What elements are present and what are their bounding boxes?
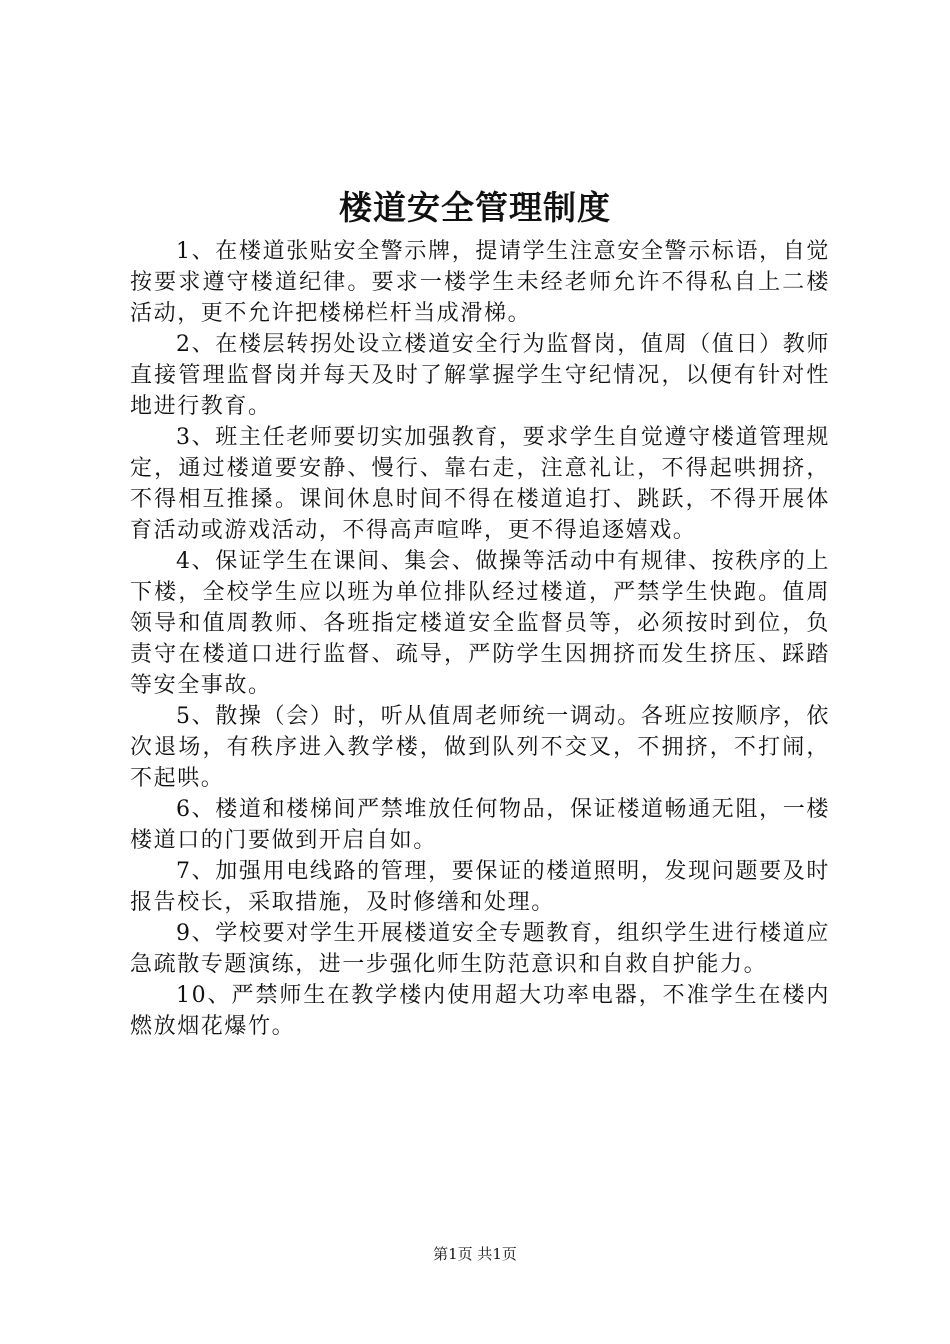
rule-paragraph-2: 2、在楼层转拐处设立楼道安全行为监督岗，值周（值日）教师直接管理监督岗并每天及时了解掌握学生守纪情况，以便有针对性地进行教育。 xyxy=(130,332,830,419)
rule-paragraph-3: 3、班主任老师要切实加强教育，要求学生自觉遵守楼道管理规定，通过楼道要安静、慢行、靠右走，注意礼让，不得起哄拥挤，不得相互推搡。课间休息时间不得在楼道追打、跳跃，不得开展体育活动或游戏活动，不得高声喧哗，更不得追逐嬉戏。 xyxy=(130,425,830,543)
rule-paragraph-4: 4、保证学生在课间、集会、做操等活动中有规律、按秩序的上下楼，全校学生应以班为单位排队经过楼道，严禁学生快跑。值周领导和值周教师、各班指定楼道安全监督员等，必须按时到位，负责守在楼道口进行监督、疏导，严防学生因拥挤而发生挤压、踩踏等安全事故。 xyxy=(130,549,830,698)
document-title: 楼道安全管理制度 xyxy=(339,188,611,227)
page-footer: 第1页 共1页 xyxy=(433,1245,517,1263)
rule-paragraph-1: 1、在楼道张贴安全警示牌，提请学生注意安全警示标语，自觉按要求遵守楼道纪律。要求一楼学生未经老师允许不得私自上二楼活动，更不允许把楼梯栏杆当成滑梯。 xyxy=(130,239,830,326)
rule-paragraph-7: 7、加强用电线路的管理，要保证的楼道照明，发现问题要及时报告校长，采取措施，及时修缮和处理。 xyxy=(130,859,830,915)
rule-paragraph-5: 5、散操（会）时，听从值周老师统一调动。各班应按顺序，依次退场，有秩序进入教学楼，做到队列不交叉，不拥挤，不打闹，不起哄。 xyxy=(130,704,830,791)
rule-paragraph-10: 10、严禁师生在教学楼内使用超大功率电器，不准学生在楼内燃放烟花爆竹。 xyxy=(130,983,830,1039)
rule-paragraph-6: 6、楼道和楼梯间严禁堆放任何物品，保证楼道畅通无阻，一楼楼道口的门要做到开启自如。 xyxy=(130,797,830,853)
document-body xyxy=(130,236,830,1042)
rule-paragraph-9: 9、学校要对学生开展楼道安全专题教育，组织学生进行楼道应急疏散专题演练，进一步强化师生防范意识和自救自护能力。 xyxy=(130,921,830,977)
